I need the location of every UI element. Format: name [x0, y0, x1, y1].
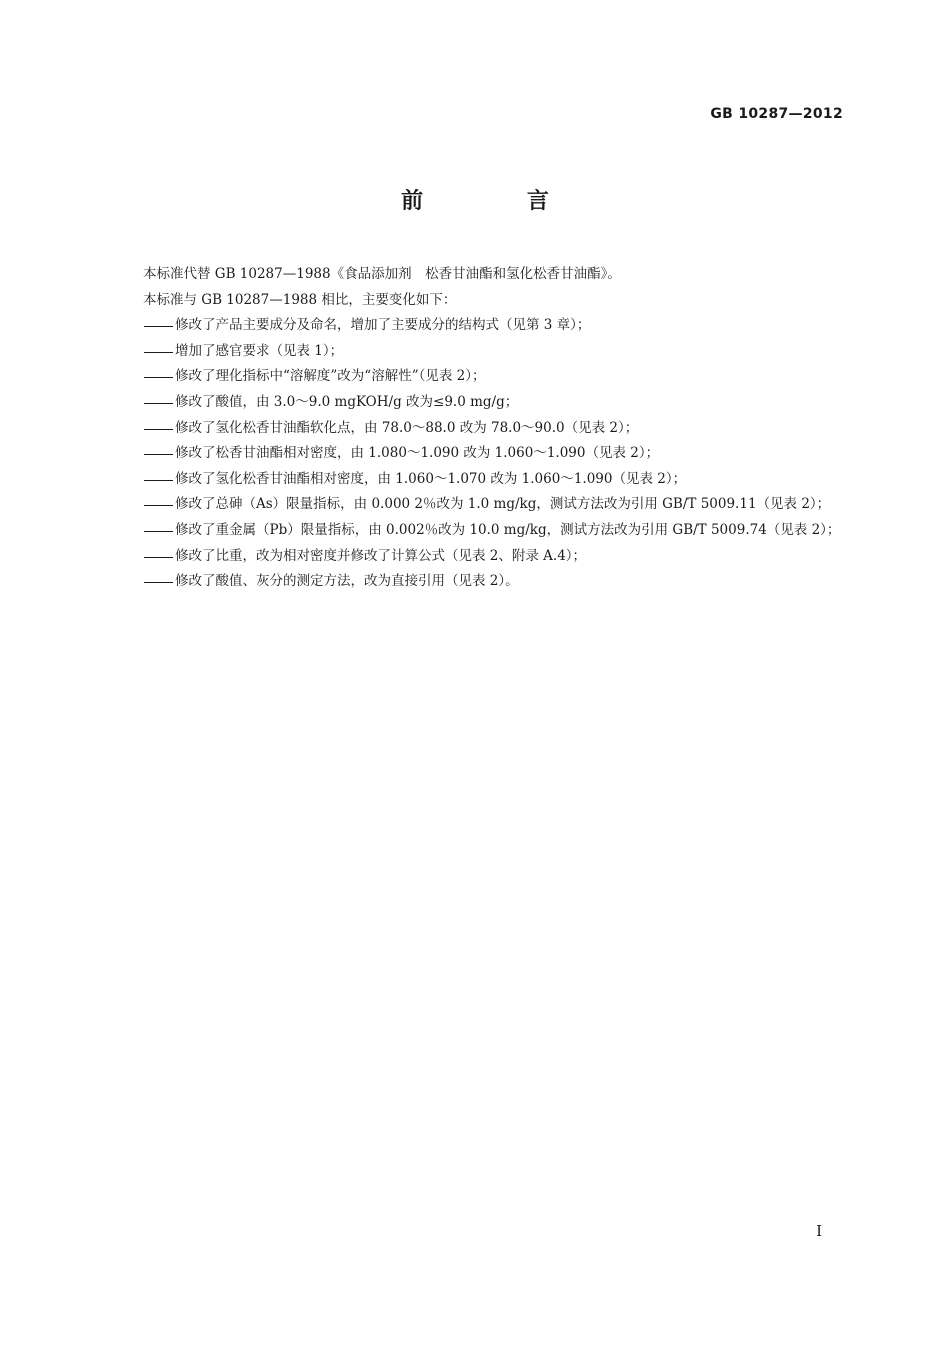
change-item-text: 修改了氢化松香甘油酯软化点，由 78.0～88.0 改为 78.0～90.0（见表 2）；: [175, 419, 639, 436]
change-item: [143, 467, 845, 493]
change-item: [143, 339, 845, 365]
change-item-text: 修改了重金属（Pb）限量指标，由 0.002％改为 10.0 mg/kg，测试方法改为引用 GB/T 5009.74（见表 2）；: [175, 521, 841, 538]
change-item: [143, 492, 845, 518]
change-item: [143, 416, 845, 442]
change-item-text: 修改了产品主要成分及命名，增加了主要成分的结构式（见第 3 章）；: [175, 317, 591, 334]
page-title: 前 言: [401, 189, 597, 214]
paragraph-replacement-statement: 本标准代替 GB 10287—1988《食品添加剂 松香甘油酯和氢化松香甘油酯》。: [143, 266, 621, 282]
foreword-body: [143, 262, 845, 595]
paragraph-changes-intro: 本标准与 GB 10287—1988 相比，主要变化如下：: [143, 291, 457, 308]
standard-number: GB 10287—2012: [710, 106, 843, 122]
change-item-text: 增加了感官要求（见表 1）；: [175, 342, 344, 359]
change-item-text: 修改了理化指标中“溶解度”改为“溶解性”（见表 2）；: [175, 368, 486, 385]
change-item: [143, 518, 845, 544]
change-item-text: 修改了酸值，由 3.0～9.0 mgKOH/g 改为≤9.0 mg/g；: [175, 393, 519, 410]
change-item-text: 修改了氢化松香甘油酯相对密度，由 1.060～1.070 改为 1.060～1.090（见表 2）；: [175, 470, 687, 487]
change-item: [143, 544, 845, 570]
change-item-text: 修改了酸值、灰分的测定方法，改为直接引用（见表 2）。: [175, 573, 519, 590]
change-item-text: 修改了比重，改为相对密度并修改了计算公式（见表 2、附录 A.4）；: [175, 547, 587, 564]
page-number: I: [816, 1222, 822, 1240]
change-item: [143, 390, 845, 416]
change-item: [143, 313, 845, 339]
change-item: [143, 569, 845, 595]
change-item-text: 修改了松香甘油酯相对密度，由 1.080～1.090 改为 1.060～1.090（见表 2）；: [175, 445, 660, 462]
change-item: [143, 364, 845, 390]
change-item-text: 修改了总砷（As）限量指标，由 0.000 2％改为 1.0 mg/kg，测试方法改为引用 GB/T 5009.11（见表 2）；: [175, 496, 831, 513]
change-item: [143, 441, 845, 467]
